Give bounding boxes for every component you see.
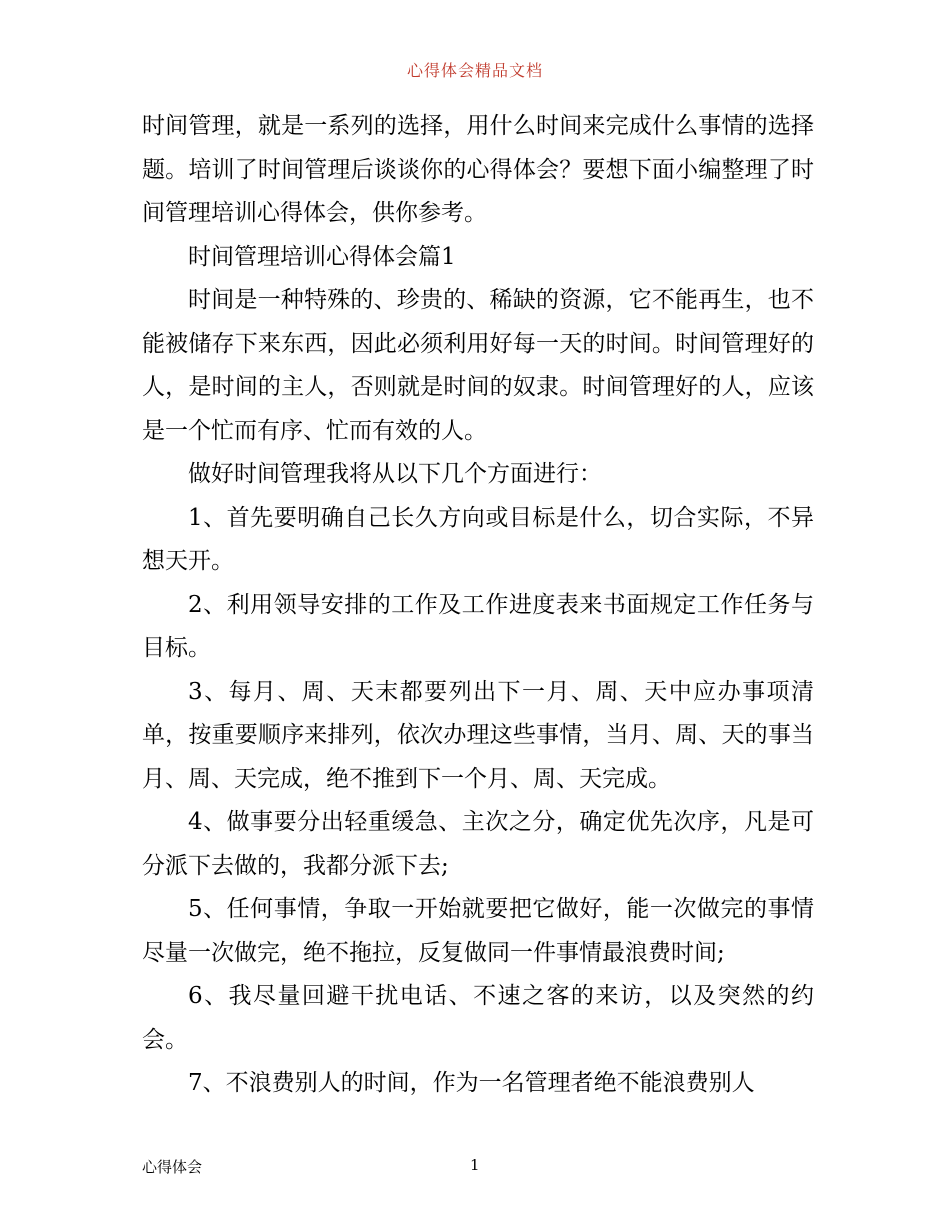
paragraph-intro: 时间管理，就是一系列的选择，用什么时间来完成什么事情的选择题。培训了时间管理后谈谈你的心得体会？要想下面小编整理了时间管理培训心得体会，供你参考。: [142, 113, 814, 226]
paragraph: 时间是一种特殊的、珍贵的、稀缺的资源，它不能再生，也不能被储存下来东西，因此必须利用好每一天的时间。时间管理好的人，是时间的主人，否则就是时间的奴隶。时间管理好的人，应该是一个忙而有序、忙而有效的人。: [142, 287, 814, 444]
section-heading: 时间管理培训心得体会篇1: [188, 243, 456, 270]
list-item: 4、做事要分出轻重缓急、主次之分，确定优先次序，凡是可分派下去做的，我都分派下去;: [142, 809, 814, 879]
header-title: 心得体会精品文档: [406, 61, 543, 80]
list-item: 5、任何事情，争取一开始就要把它做好，能一次做完的事情尽量一次做完，绝不拖拉，反复做同一件事情最浪费时间;: [142, 896, 814, 966]
footer-label: 心得体会: [142, 1158, 203, 1176]
paragraph: 做好时间管理我将从以下几个方面进行：: [188, 461, 602, 487]
list-item: 3、每月、周、天末都要列出下一月、周、天中应办事项清单，按重要顺序来排列，依次办理这些事情，当月、周、天的事当月、周、天完成，绝不推到下一个月、周、天完成。: [142, 678, 814, 792]
document-body: [142, 105, 814, 1106]
page-number: 1: [470, 1156, 480, 1174]
list-item: 2、利用领导安排的工作及工作进度表来书面规定工作任务与目标。: [142, 591, 814, 661]
list-item: 7、不浪费别人的时间，作为一名管理者绝不能浪费别人: [188, 1070, 755, 1096]
list-item: 1、首先要明确自己长久方向或目标是什么，切合实际，不异想天开。: [142, 504, 814, 574]
list-item: 6、我尽量回避干扰电话、不速之客的来访，以及突然的约会。: [142, 983, 814, 1053]
